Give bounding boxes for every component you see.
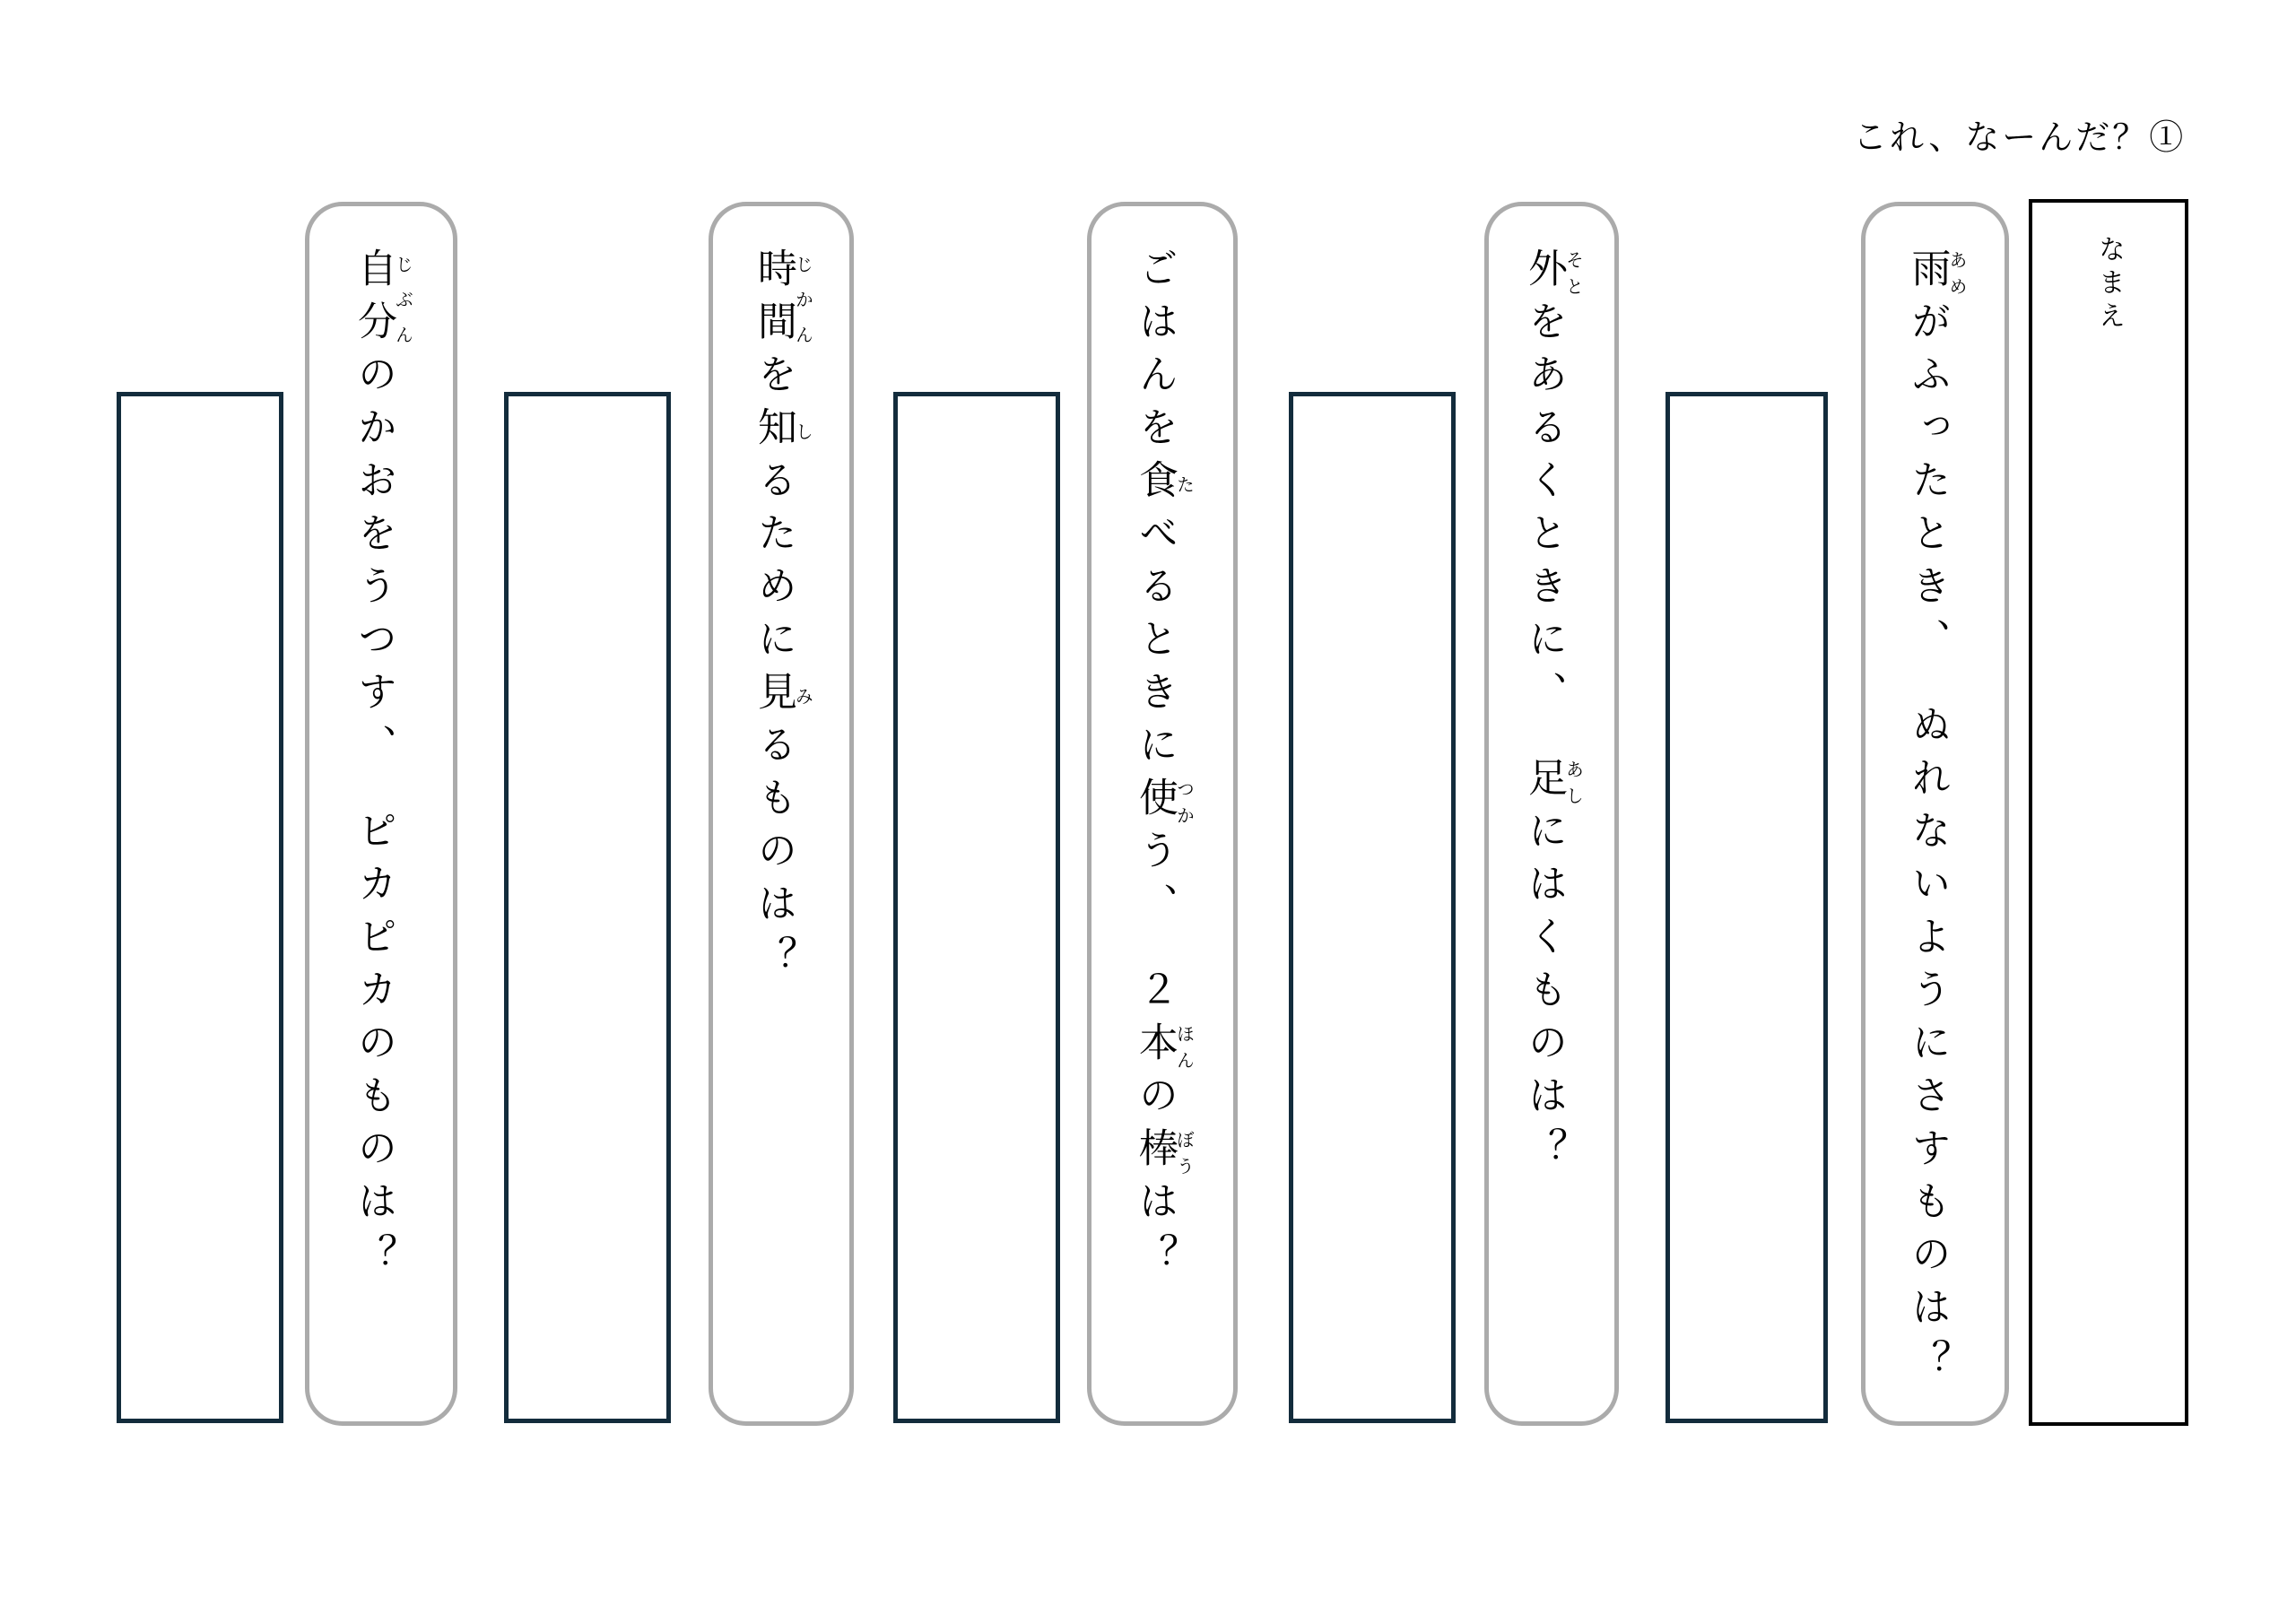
answer-box-2 xyxy=(1289,392,1456,1423)
riddle-1 xyxy=(1861,202,2009,1426)
answer-box-1 xyxy=(1665,392,1828,1423)
riddle-5-text: 自分じぶんのかおをうつす、 ピカピカのものは？ xyxy=(351,248,413,1286)
riddle-2 xyxy=(1484,202,1619,1426)
name-box-label: なまえ xyxy=(2094,235,2124,334)
riddle-1-text: 雨あめがふったとき、 ぬれないようにさすものは？ xyxy=(1905,248,1966,1392)
answer-box-3 xyxy=(893,392,1060,1423)
riddle-3 xyxy=(1087,202,1238,1426)
riddle-5 xyxy=(305,202,457,1426)
answer-box-4 xyxy=(504,392,671,1423)
riddle-3-text: ごはんを食たべるときに使つかう、 ２本ほんの棒ぼうは？ xyxy=(1132,248,1194,1286)
riddle-2-text: 外そとをあるくときに、 足あしにはくものは？ xyxy=(1521,248,1583,1180)
riddle-4 xyxy=(709,202,854,1426)
answer-box-5 xyxy=(117,392,283,1423)
page-title: これ、なーんだ？① xyxy=(1853,119,2187,157)
name-box xyxy=(2029,199,2188,1426)
riddle-4-text: 時間じかんを知しるために見みるものは？ xyxy=(751,248,813,988)
